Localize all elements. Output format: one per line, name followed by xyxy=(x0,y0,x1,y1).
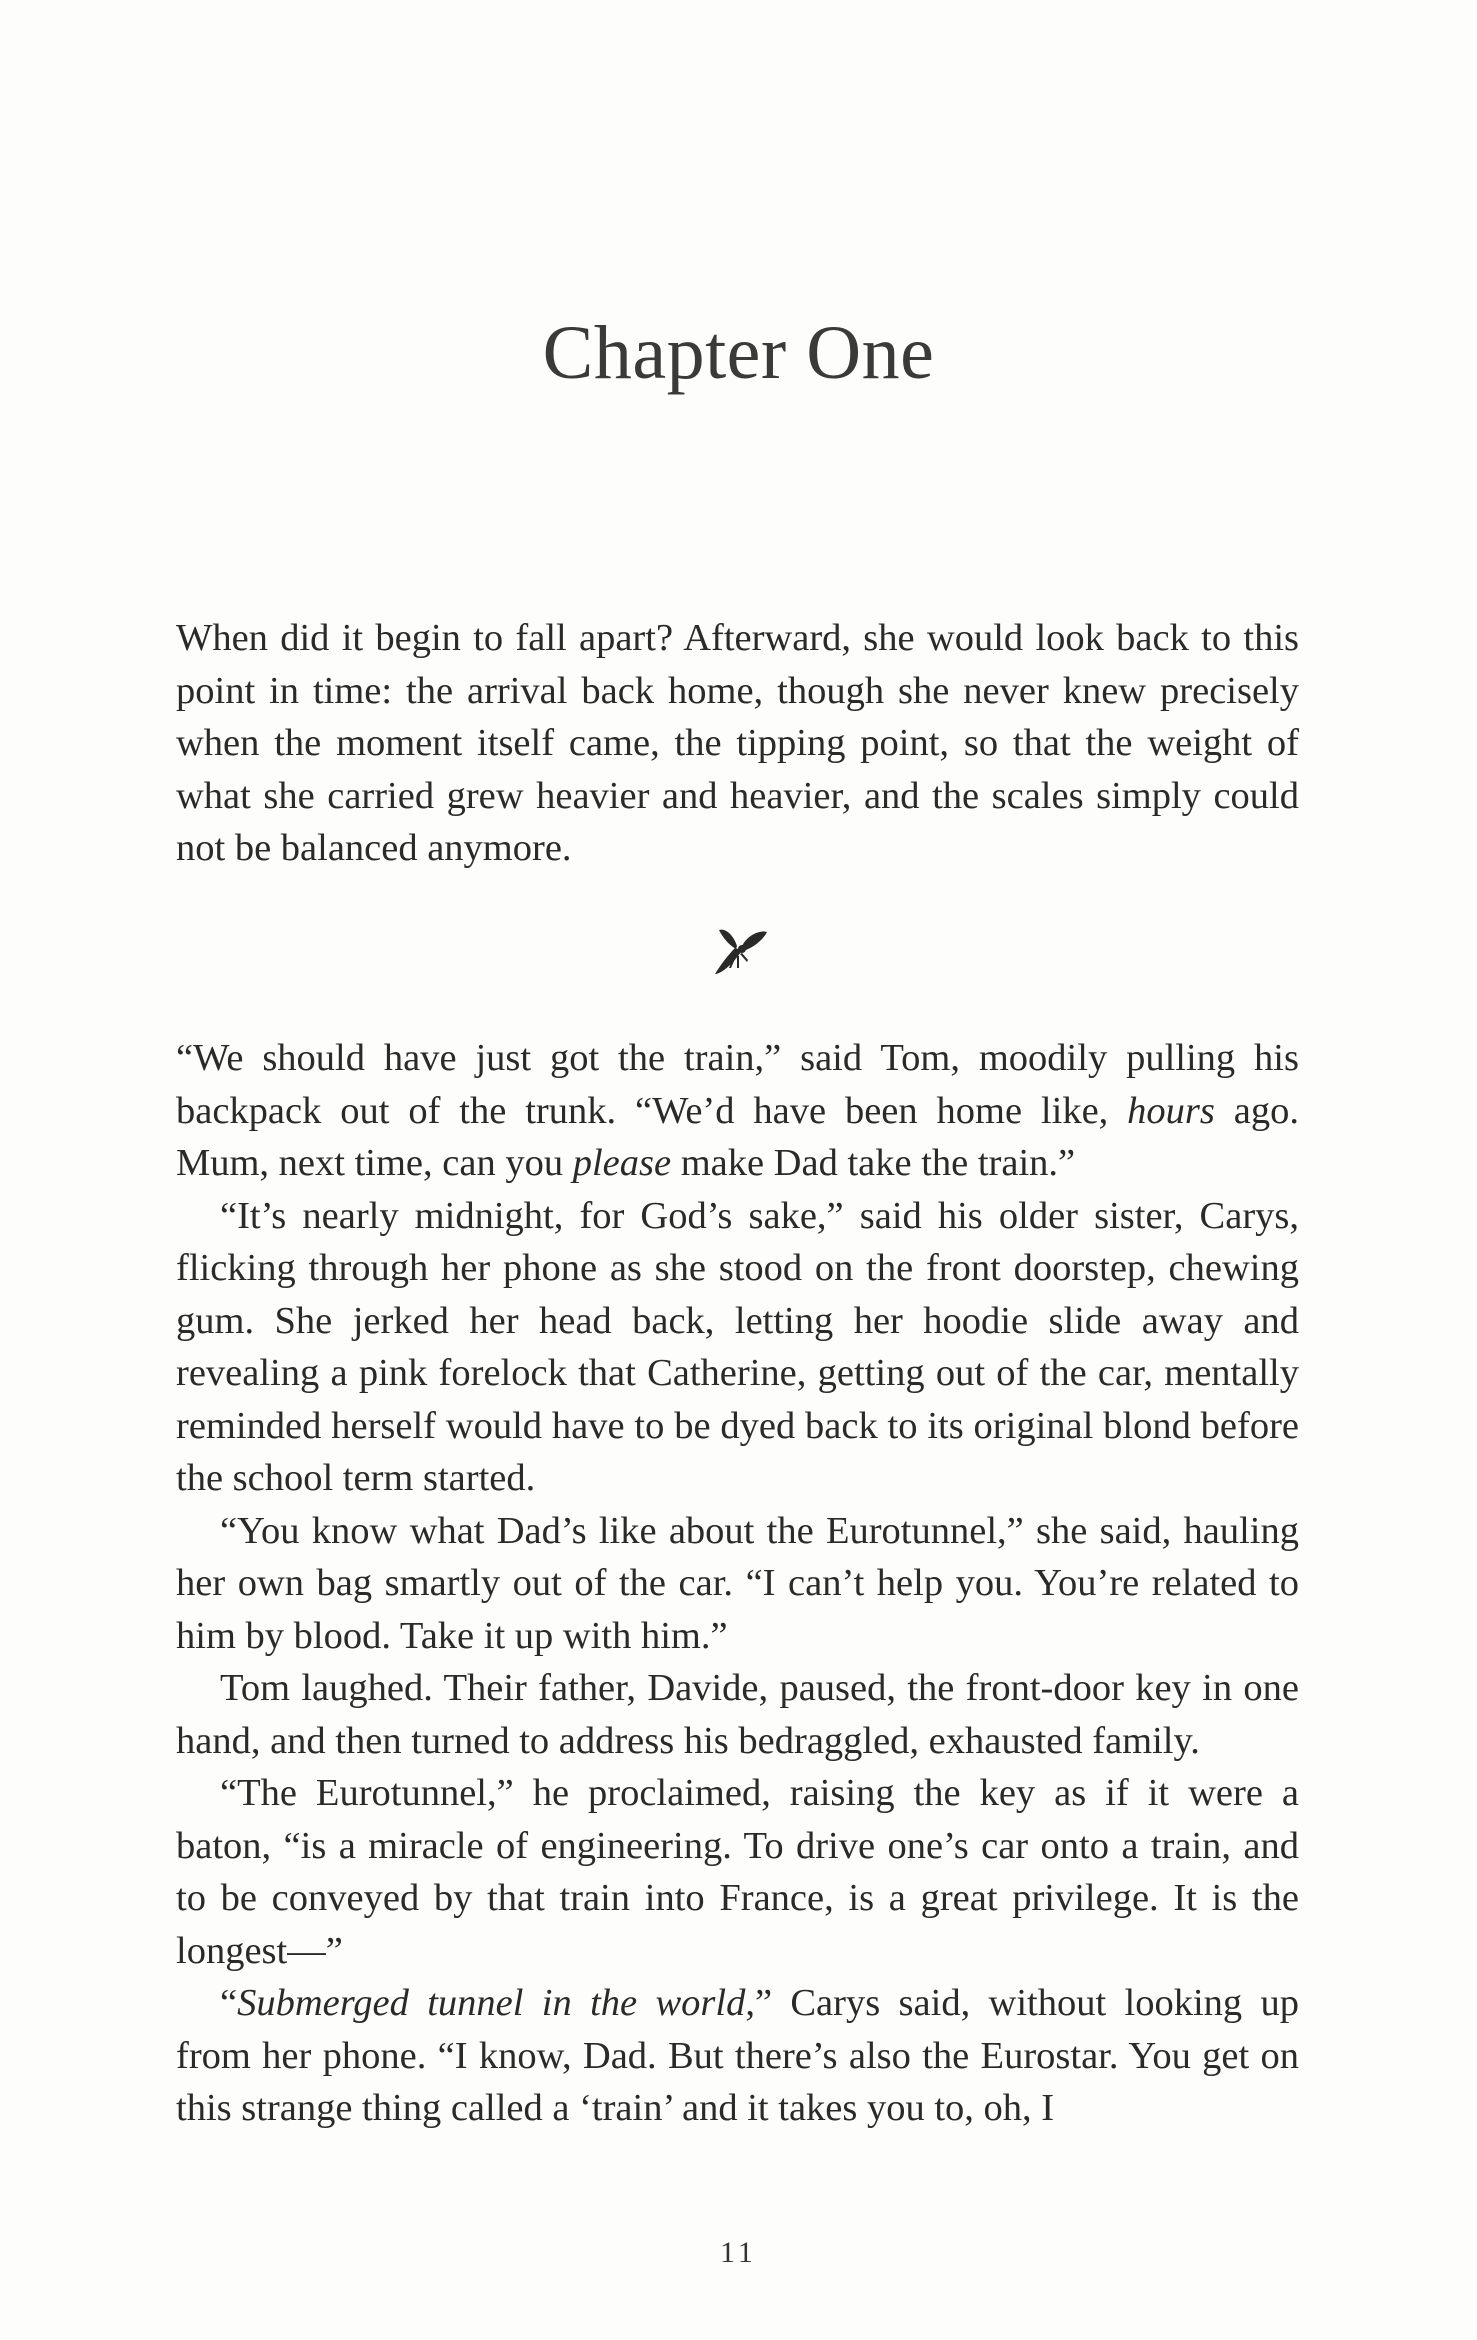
italic-text: hours xyxy=(1127,1089,1215,1132)
text-run: make Dad take the train.” xyxy=(671,1142,1076,1184)
paragraph xyxy=(176,1977,1299,2135)
paragraph xyxy=(176,1505,1299,1663)
italic-text: Submerged tunnel in the world xyxy=(237,1982,746,2024)
paragraph xyxy=(176,1767,1299,1977)
text-run: “ xyxy=(220,1982,238,2024)
italic-text: please xyxy=(572,1142,672,1184)
text-run: ago. Mum, next time, can you xyxy=(176,1089,1299,1184)
text-run: “We should have just got the train,” said Tom, moodily pulling his backpack out of the trunk. “We’d have been home like, xyxy=(176,1037,1299,1132)
page-number: 11 xyxy=(720,2236,757,2269)
paragraph xyxy=(176,1190,1299,1505)
text-run: Tom laughed. Their father, Davide, paused, the front-door key in one hand, and then turned to address his bedraggled, exhausted family. xyxy=(176,1667,1299,1762)
intro-paragraph-block xyxy=(176,612,1299,875)
bee-icon xyxy=(707,918,771,982)
paragraph xyxy=(176,1032,1299,1190)
text-run: “The Eurotunnel,” he proclaimed, raising the key as if it were a baton, “is a miracle of engineering. To drive one’s car onto a train, and to be conveyed by that train into France, is a great privilege. It is the longest—” xyxy=(176,1772,1299,1972)
body-text xyxy=(176,1032,1299,2135)
text-run: ,” Carys said, without looking up from her phone. “I know, Dad. But there’s also the Eurostar. You get on this strange thing called a ‘train’ and it takes you to, oh, I xyxy=(176,1982,1300,2129)
text-run: “You know what Dad’s like about the Eurotunnel,” she said, hauling her own bag smartly out of the car. “I can’t help you. You’re related to him by blood. Take it up with him.” xyxy=(176,1509,1299,1657)
intro-paragraph: When did it begin to fall apart? Afterward, she would look back to this point in time: the arrival back home, though she never knew precisely when the moment itself came, the tipping point, so that the weight of what she carried grew heavier and heavier, and the scales simply could not be balanced anymore. xyxy=(176,617,1299,869)
paragraph xyxy=(176,1662,1299,1767)
chapter-title: Chapter One xyxy=(542,311,935,395)
text-run: “It’s nearly midnight, for God’s sake,” said his older sister, Carys, flicking through her phone as she stood on the front doorstep, chewing gum. She jerked her head back, letting her hoodie slide away and revealing a pink forelock that Catherine, getting out of the car, mentally reminded herself would have to be dyed back to its original blond before the school term started. xyxy=(176,1194,1299,1499)
